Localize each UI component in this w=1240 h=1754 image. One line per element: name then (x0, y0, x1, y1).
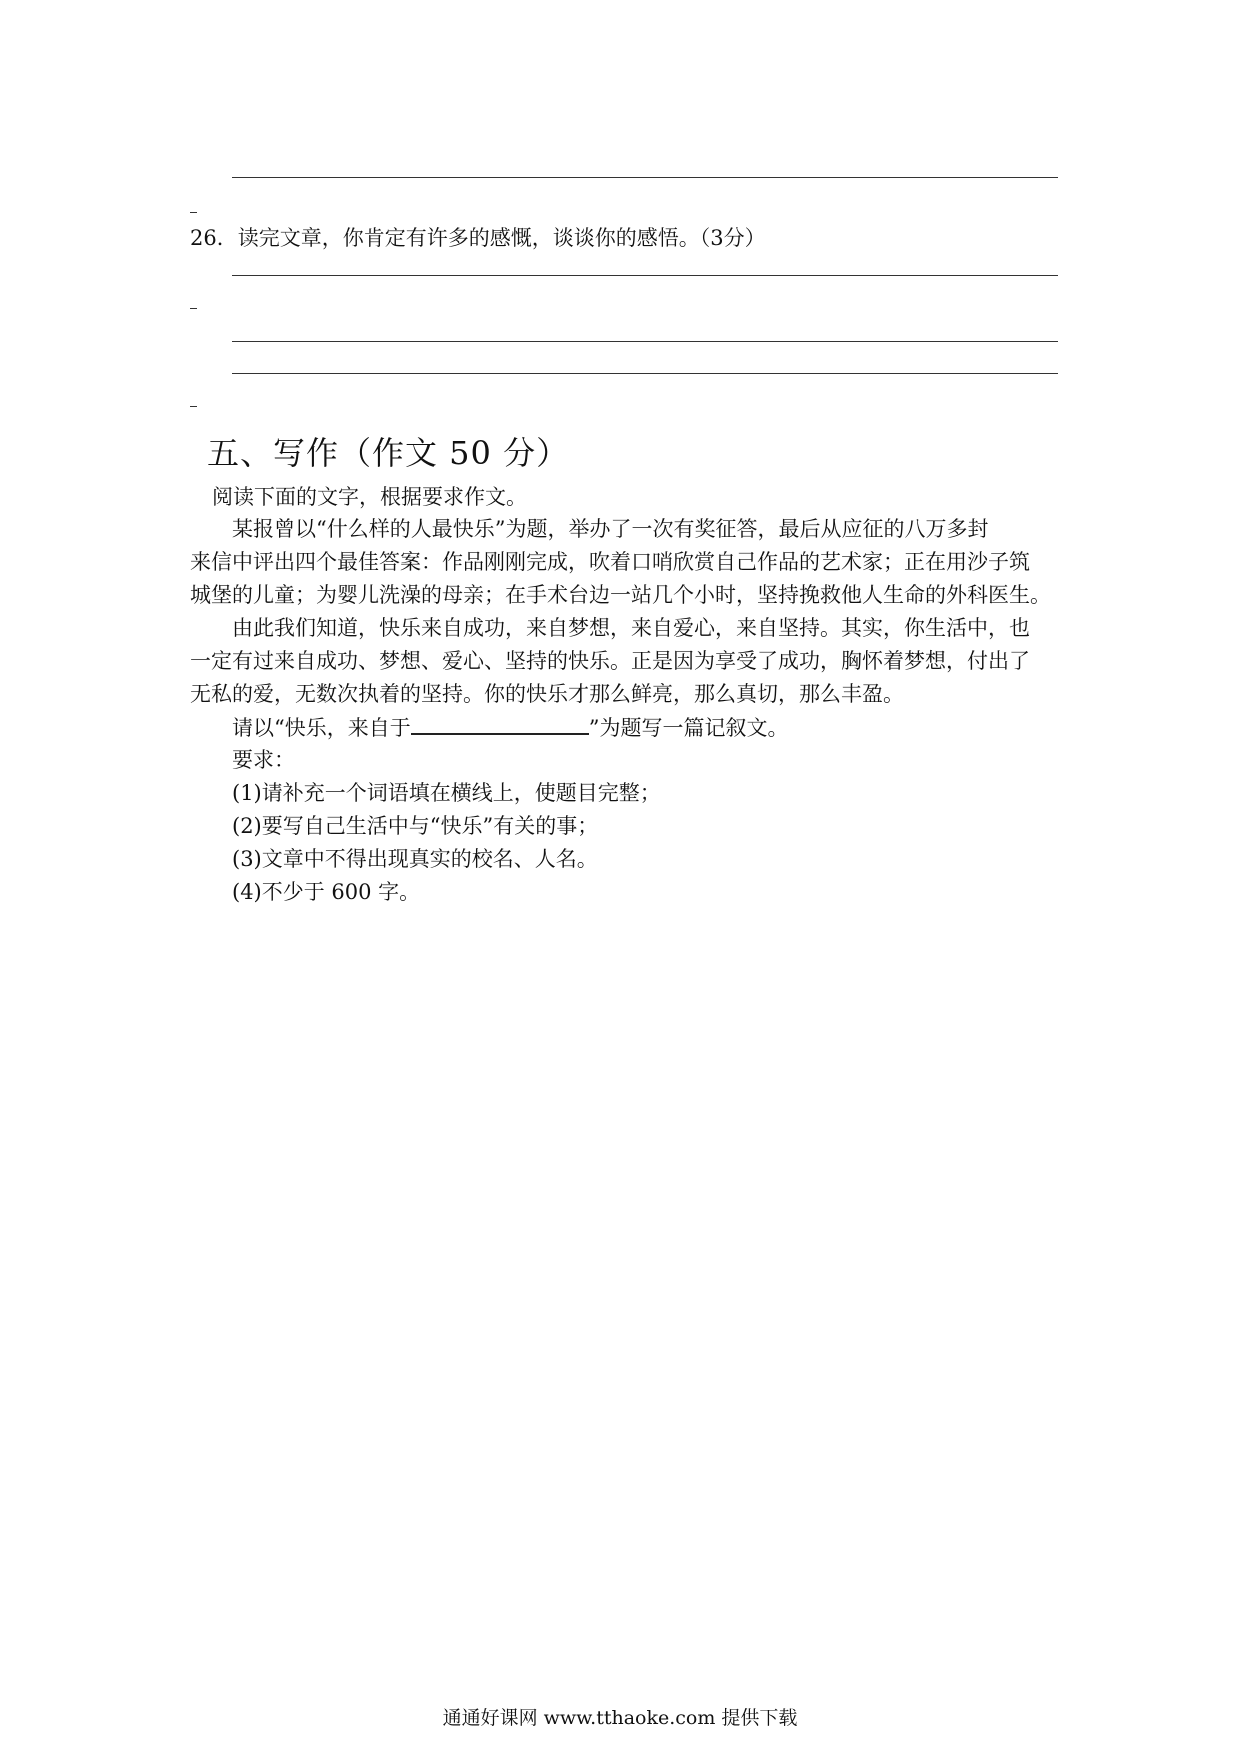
section-heading: 五、写作（作文 50 分） (207, 434, 570, 472)
requirement-3: (3)文章中不得出现真实的校名、人名。 (232, 847, 598, 871)
para1-line-3: 城堡的儿童；为婴儿洗澡的母亲；在手术台边一站几个小时，坚持挽救他人生命的外科医生。 (190, 583, 1051, 607)
para1-line-1: 某报曾以“什么样的人最快乐”为题，举办了一次有奖征答，最后从应征的八万多封 (232, 517, 989, 541)
intro-text: 阅读下面的文字，根据要求作文。 (212, 485, 527, 509)
para2-line-1: 由此我们知道，快乐来自成功，来自梦想，来自爱心，来自坚持。其实，你生活中，也 (232, 616, 1030, 640)
dash-mark-2 (190, 308, 197, 309)
para2-line-3: 无私的爱，无数次执着的坚持。你的快乐才那么鲜亮，那么真切，那么丰盈。 (190, 682, 904, 706)
title-prompt-before: 请以“快乐，来自于 (232, 716, 411, 740)
footer-text: 通通好课网 www.tthaoke.com 提供下载 (442, 1707, 798, 1729)
para2-line-2: 一定有过来自成功、梦想、爱心、坚持的快乐。正是因为享受了成功，胸怀着梦想，付出了 (190, 649, 1030, 673)
answer-line-4[interactable] (232, 373, 1058, 374)
requirement-4: (4)不少于 600 字。 (232, 880, 421, 904)
dash-mark-3 (190, 406, 197, 407)
requirement-2: (2)要写自己生活中与“快乐”有关的事； (232, 814, 599, 838)
requirements-label: 要求： (232, 748, 295, 772)
title-prompt (232, 711, 789, 745)
question-26: 26．读完文章，你肯定有许多的感慨，谈谈你的感悟。（3分） (190, 226, 766, 250)
answer-line-2[interactable] (232, 275, 1058, 276)
requirement-1: (1)请补充一个词语填在横线上，使题目完整； (232, 781, 661, 805)
answer-line-1[interactable] (232, 177, 1058, 178)
para1-line-2: 来信中评出四个最佳答案：作品刚刚完成，吹着口哨欣赏自己作品的艺术家；正在用沙子筑 (190, 550, 1030, 574)
title-blank[interactable] (411, 711, 589, 735)
title-prompt-after: ”为题写一篇记叙文。 (588, 716, 789, 740)
dash-mark-1 (190, 212, 197, 213)
answer-line-3[interactable] (232, 341, 1058, 342)
